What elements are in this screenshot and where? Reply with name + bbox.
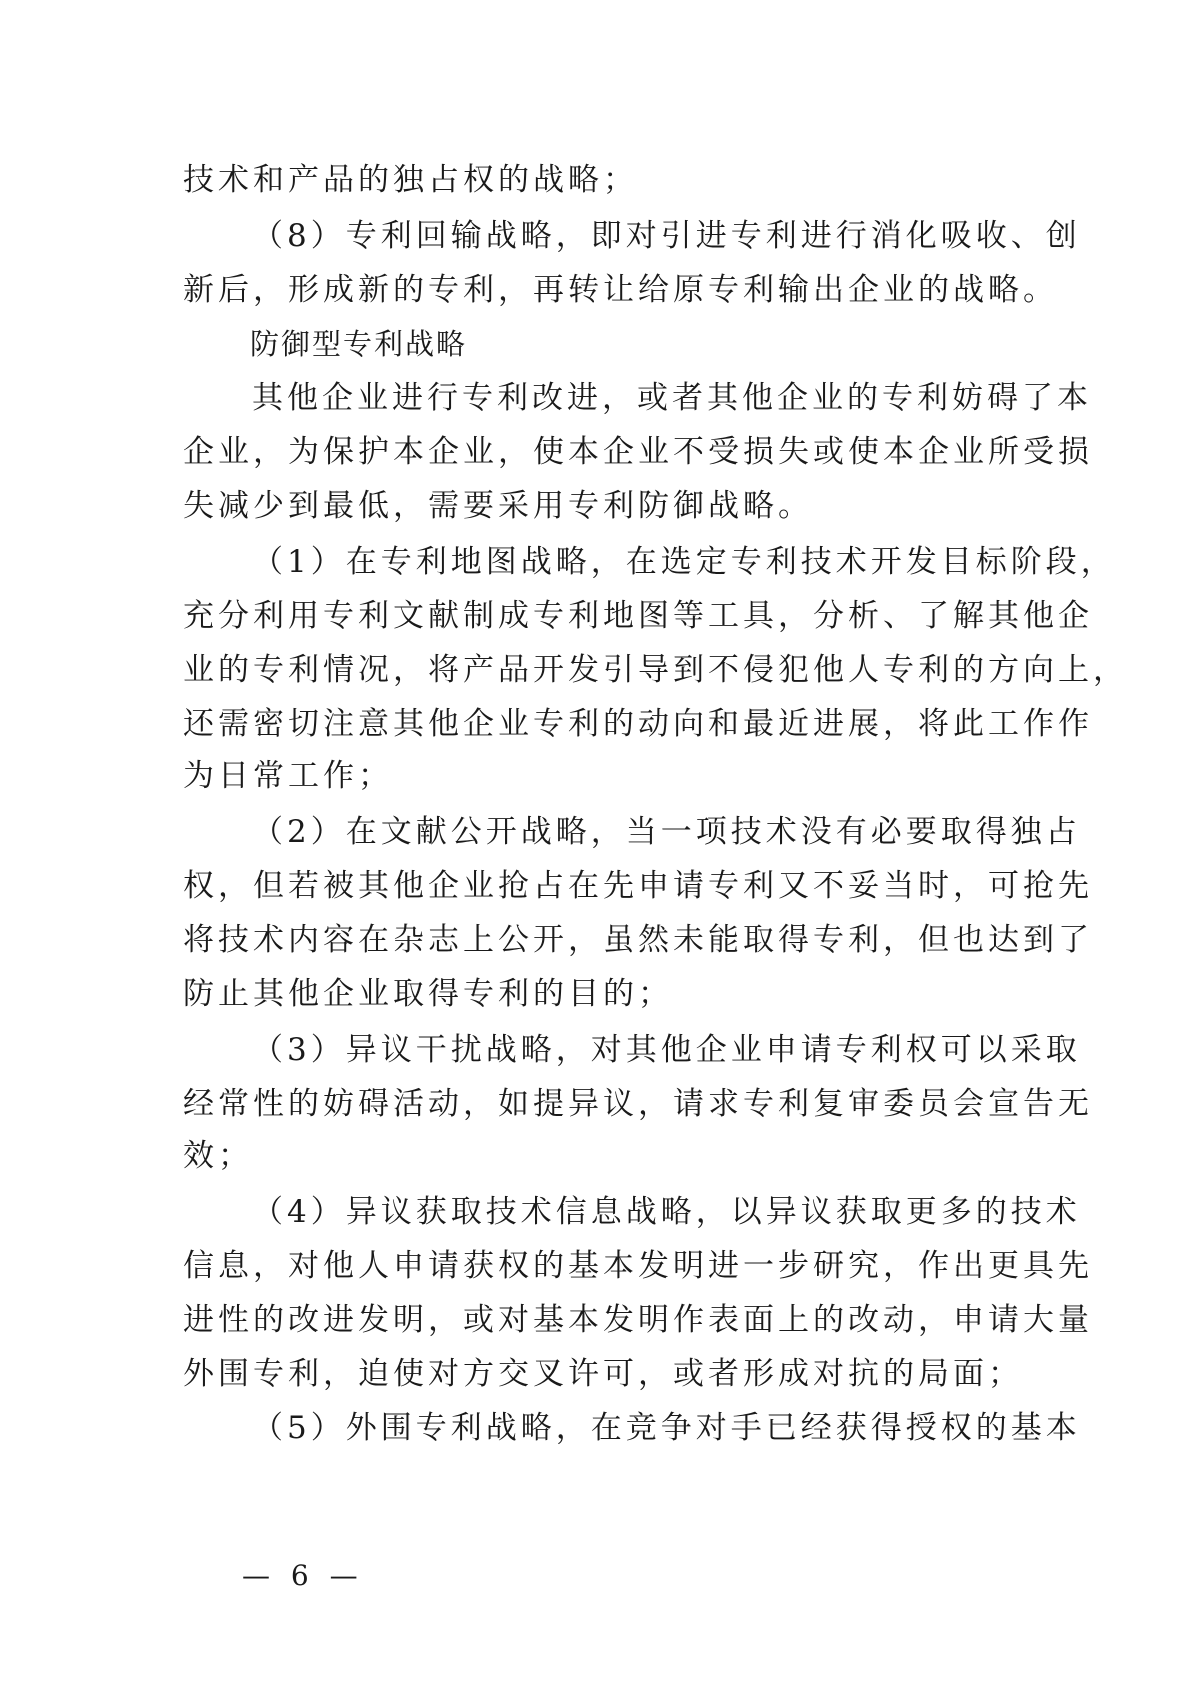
text-line: （2）在文献公开战略，当一项技术没有必要取得独占 — [252, 814, 1081, 850]
text-line: 将技术内容在杂志上公开，虽然未能取得专利，但也达到了 — [183, 922, 1093, 958]
text-line: 企业，为保护本企业，使本企业不受损失或使本企业所受损 — [183, 434, 1093, 470]
text-line: 还需密切注意其他企业专利的动向和最近进展，将此工作作 — [183, 706, 1093, 742]
text-line: 充分利用专利文献制成专利地图等工具，分析、了解其他企 — [183, 598, 1093, 634]
text-line: 其他企业进行专利改进，或者其他企业的专利妨碍了本 — [252, 380, 1092, 416]
text-line: 效； — [183, 1138, 253, 1174]
text-line: （3）异议干扰战略，对其他企业申请专利权可以采取 — [252, 1032, 1081, 1068]
text-line: 防止其他企业取得专利的目的； — [183, 976, 673, 1012]
text-line: 为日常工作； — [183, 758, 393, 794]
text-line: 失减少到最低，需要采用专利防御战略。 — [183, 488, 813, 524]
text-line: （4）异议获取技术信息战略，以异议获取更多的技术 — [252, 1194, 1081, 1230]
text-line: 经常性的妨碍活动，如提异议，请求专利复审委员会宣告无 — [183, 1086, 1093, 1122]
text-line: 新后，形成新的专利，再转让给原专利输出企业的战略。 — [183, 272, 1058, 308]
text-line: 进性的改进发明，或对基本发明作表面上的改动，申请大量 — [183, 1302, 1093, 1338]
section-heading: 防御型专利战略 — [250, 327, 468, 361]
text-line: 业的专利情况，将产品开发引导到不侵犯他人专利的方向上， — [183, 652, 1128, 688]
text-line: （1）在专利地图战略，在选定专利技术开发目标阶段， — [252, 544, 1116, 580]
text-line: 权，但若被其他企业抢占在先申请专利又不妥当时，可抢先 — [183, 868, 1093, 904]
page-number: — 6 — — [242, 1559, 364, 1592]
text-line: （5）外围专利战略，在竞争对手已经获得授权的基本 — [252, 1410, 1081, 1446]
text-line: 信息，对他人申请获权的基本发明进一步研究，作出更具先 — [183, 1248, 1093, 1284]
text-line: 技术和产品的独占权的战略； — [183, 162, 638, 198]
text-line: 外围专利，迫使对方交叉许可，或者形成对抗的局面； — [183, 1356, 1023, 1392]
text-line: （8）专利回输战略，即对引进专利进行消化吸收、创 — [252, 218, 1081, 254]
